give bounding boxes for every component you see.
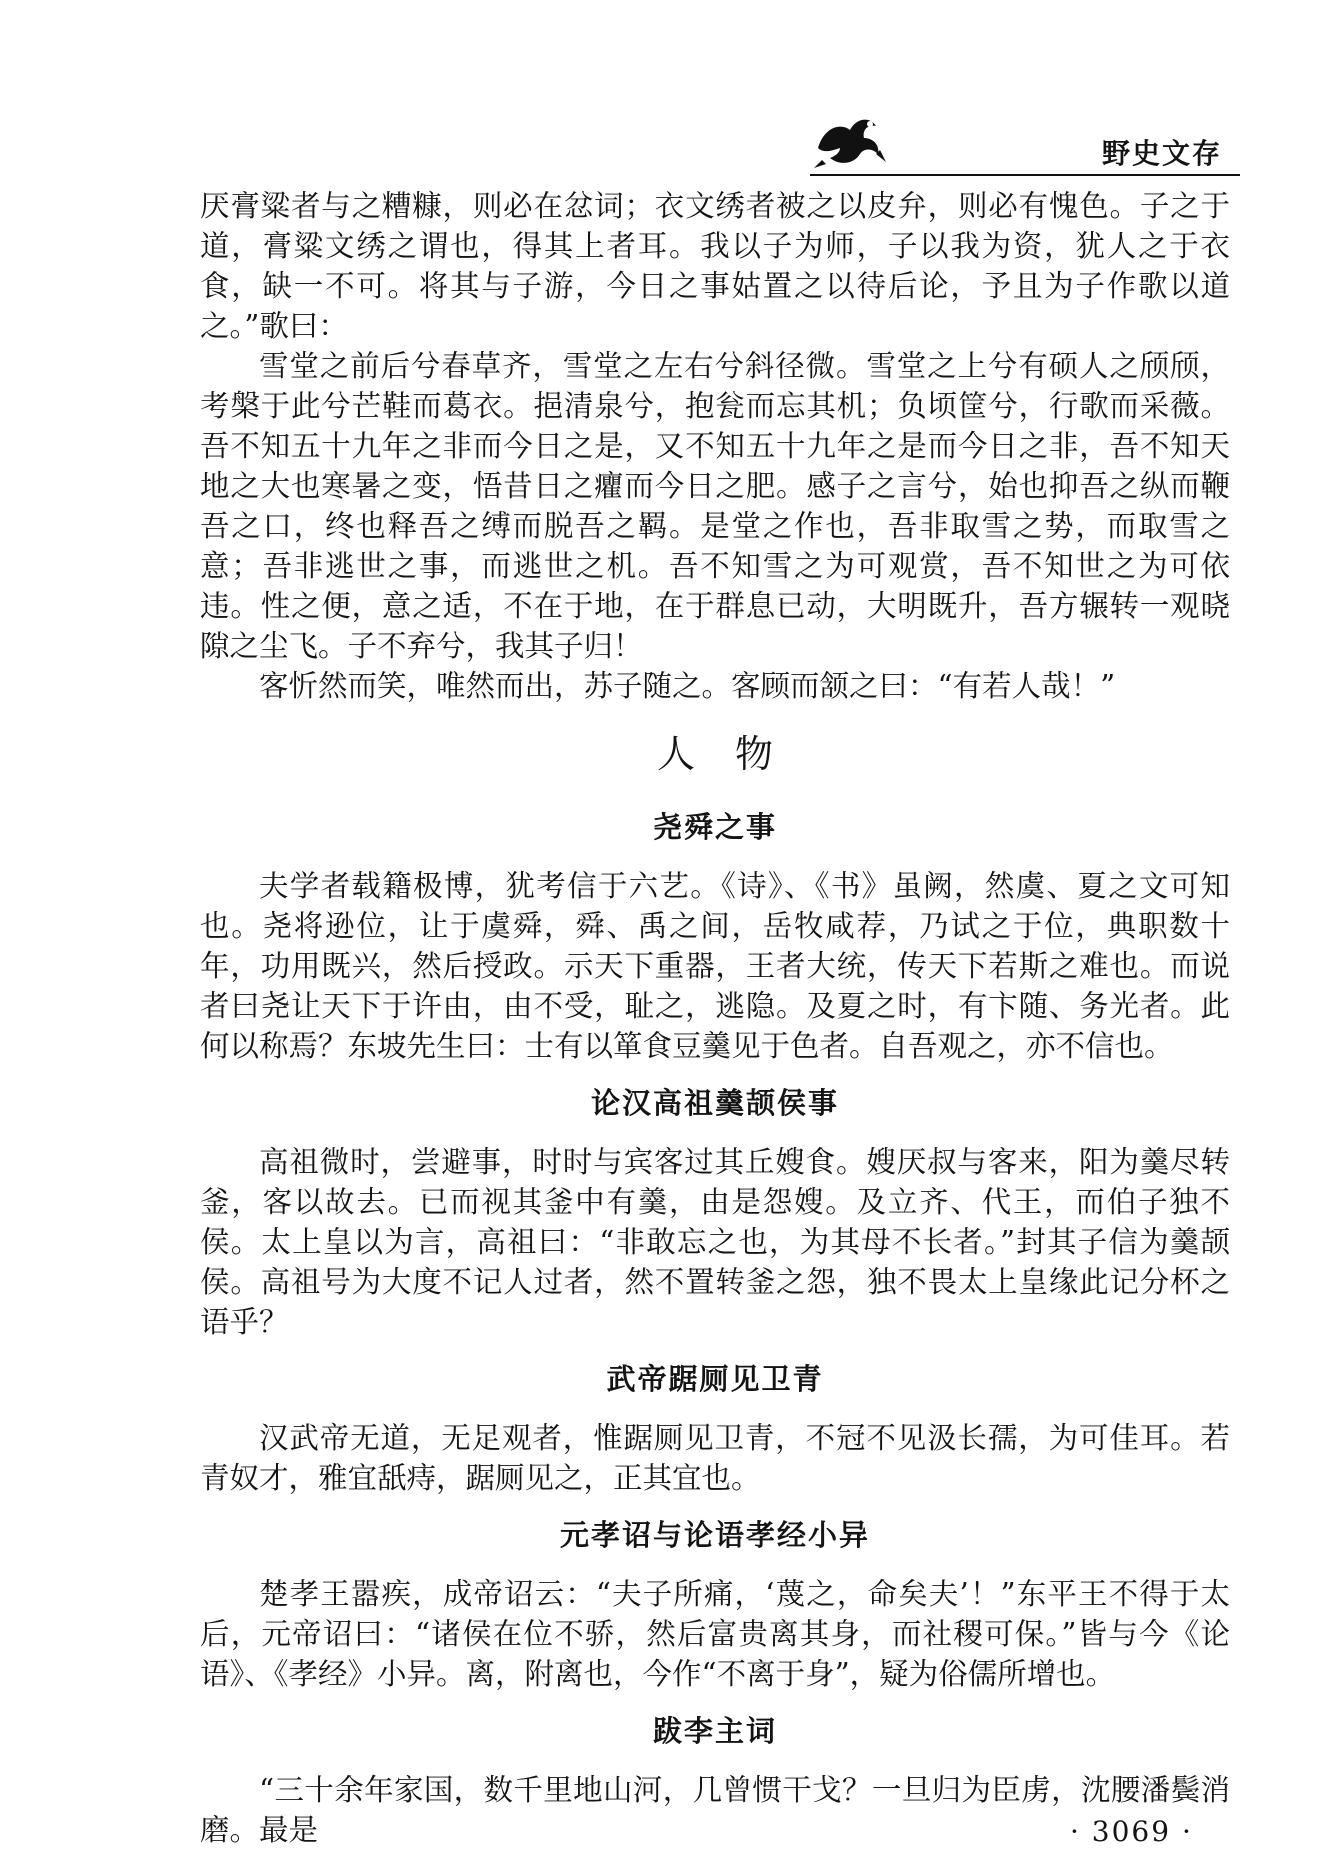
paragraph: 楚孝王嚣疾，成帝诏云：“夫子所痛，‘蔑之，命矣夫’！”东平王不得于太后，元帝诏曰：“诸侯在位不骄，然后富贵离其身，而社稷可保。”皆与今《论语》、《孝经》小异。离，附离也，今作“不离于身”，疑为俗儒所增也。	[200, 1577, 1230, 1691]
paragraph: 雪堂之前后兮春草齐，雪堂之左右兮斜径微。雪堂之上兮有硕人之颀颀，考槃于此兮芒鞋而葛衣。挹清泉兮，抱瓮而忘其机；负顷筐兮，行歌而采薇。吾不知五十九年之非而今日之是，又不知五十九年之是而今日之非，吾不知天地之大也寒暑之变，悟昔日之癯而今日之肥。感子之言兮，始也抑吾之纵而鞭吾之口，终也释吾之缚而脱吾之羁。是堂之作也，吾非取雪之势，而取雪之意；吾非逃世之事，而逃世之机。吾不知雪之为可观赏，吾不知世之为可依违。性之便，意之适，不在于地，在于群息已动，大明既升，吾方辗转一观晓隙之尘飞。子不弃兮，我其子归！	[200, 349, 1230, 663]
paragraph: 客忻然而笑，唯然而出，苏子随之。客顾而颔之曰：“有若人哉！”	[259, 669, 1116, 703]
paragraph: 高祖微时，尝避事，时时与宾客过其丘嫂食。嫂厌叔与客来，阳为羹尽转釜，客以故去。已而视其釜中有羹，由是怨嫂。及立齐、代王，而伯子独不侯。太上皇以为言，高祖曰：“非敢忘之也，为其母不长者。”封其子信为羹颉侯。高祖号为大度不记人过者，然不置转釜之怨，独不畏太上皇缘此记分杯之语乎？	[200, 1145, 1230, 1339]
paragraph: 厌膏粱者与之糟糠，则必在忿词；衣文绣者被之以皮弁，则必有愧色。子之于道，膏粱文绣之谓也，得其上者耳。我以子为师，子以我为资，犹人之于衣食，缺一不可。将其与子游，今日之事姑置之以待后论，予且为子作歌以道之。”歌曰：	[200, 189, 1230, 343]
page-header	[810, 108, 1240, 176]
dragon-icon	[810, 108, 890, 172]
paragraph: 汉武帝无道，无足观者，惟踞厕见卫青，不冠不见汲长孺，为可佳耳。若青奴才，雅宜舐痔，踞厕见之，正其宜也。	[200, 1421, 1230, 1495]
paragraph: 夫学者载籍极博，犹考信于六艺。《诗》、《书》虽阙，然虞、夏之文可知也。尧将逊位，让于虞舜，舜、禹之间，岳牧咸荐，乃试之于位，典职数十年，功用既兴，然后授政。示天下重器，王者大统，传天下若斯之难也。而说者曰尧让天下于许由，由不受，耻之，逃隐。及夏之时，有卞随、务光者。此何以称焉？东坡先生曰：士有以箪食豆羹见于色者。自吾观之，亦不信也。	[200, 869, 1230, 1063]
page-body	[200, 186, 1230, 1850]
article-title: 论汉高祖羹颉侯事	[590, 1086, 839, 1120]
section-title: 人物	[656, 732, 813, 776]
article-title: 元孝诏与论语孝经小异	[559, 1518, 870, 1552]
paragraph: “三十余年家国，数千里地山河，几曾惯干戈？一旦归为臣虏，沈腰潘鬓消磨。最是	[200, 1773, 1230, 1847]
article-title: 武帝踞厕见卫青	[606, 1362, 824, 1396]
page-number: · 3069 ·	[1070, 1815, 1193, 1848]
article-title: 尧舜之事	[652, 810, 777, 844]
article-title: 跋李主词	[652, 1714, 777, 1748]
header-rule	[810, 174, 1240, 176]
book-title: 野史文存	[1101, 137, 1222, 170]
